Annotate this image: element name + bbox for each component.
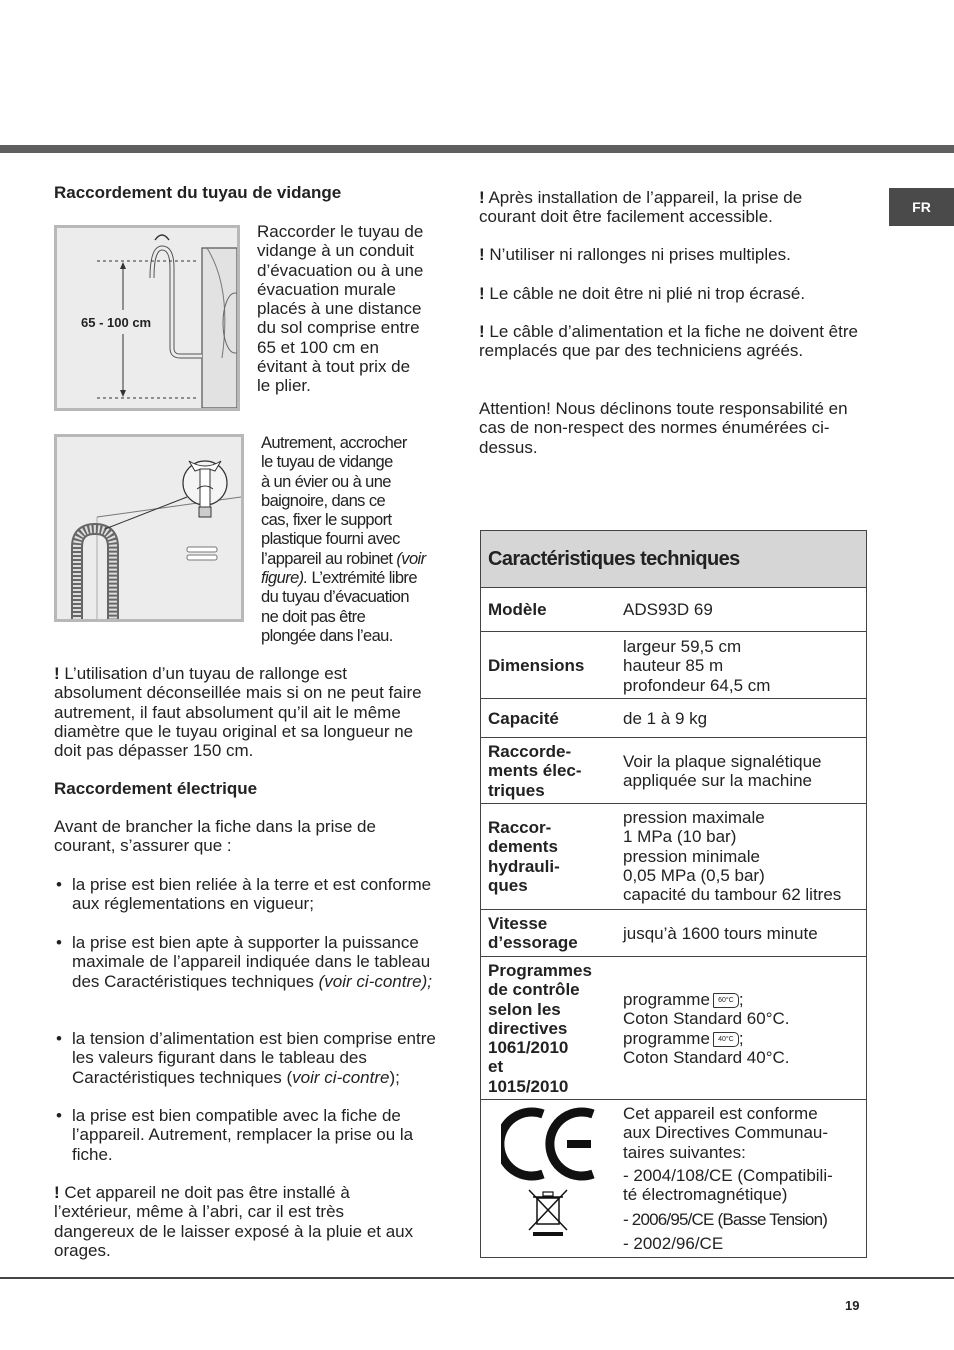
warning-no-extensions <box>479 245 859 264</box>
text-line: l’appareil au robinet <box>261 549 397 568</box>
text-italic: (voir ci-contre); <box>318 971 432 991</box>
row-label: Modèle <box>488 600 547 619</box>
text-line: évacuation murale <box>257 279 396 299</box>
figure-wall-drain <box>54 225 240 411</box>
text: la prise est bien apte à supporter la puissance maximale de l’appareil indiquée dans le tableau des Caractéristiques techniques <box>72 933 431 991</box>
list-item <box>54 875 444 914</box>
text-line: placés à une distance <box>257 299 422 319</box>
value-line: 1 MPa (10 bar) <box>623 827 737 847</box>
row-label: Capacité <box>488 709 559 728</box>
text-line: évitant à tout prix de <box>257 357 411 377</box>
value-line: hauteur 85 m <box>623 656 724 676</box>
table-row <box>481 910 866 957</box>
sink-instructions <box>261 434 451 646</box>
text: ); <box>389 1067 400 1087</box>
warning-text: Le câble ne doit être ni plié ni trop écrasé. <box>489 284 806 303</box>
value-line: appliquée sur la machine <box>623 771 813 791</box>
label-line: 1061/2010 <box>488 1038 569 1058</box>
spec-table-title: Caractéristiques techniques <box>481 531 866 588</box>
ce-mark-icon <box>501 1106 597 1236</box>
label-line: ques <box>488 875 528 895</box>
figure-sink-drain <box>54 434 244 622</box>
bullet-text: la prise est bien reliée à la terre et est conforme aux réglementations en vigueur; <box>72 875 432 914</box>
warning-accessible-plug <box>479 188 859 227</box>
value-line: largeur 59,5 cm <box>623 637 742 656</box>
bullet-text <box>72 933 444 991</box>
text-line: 65 et 100 cm en <box>257 337 379 357</box>
warning-mark: ! <box>479 284 485 303</box>
row-value <box>623 752 821 791</box>
label-line: ments élec- <box>488 761 582 781</box>
weee-bin-icon <box>529 1190 567 1236</box>
row-value: ADS93D 69 <box>623 600 713 619</box>
label-line: hydrauli- <box>488 856 560 876</box>
text-line: plongée dans l’eau. <box>261 626 393 645</box>
row-value: - 2002/96/CE <box>623 1234 724 1253</box>
footer-line <box>0 1277 954 1279</box>
value-line: 0,05 MPa (0,5 bar) <box>623 865 765 885</box>
bullet: • <box>56 1029 62 1048</box>
value-line: Cet appareil est conforme <box>623 1104 818 1123</box>
text-italic: (voir <box>396 549 426 568</box>
heading-drain-hose: Raccordement du tuyau de vidange <box>54 183 342 202</box>
row-label: Dimensions <box>488 656 585 675</box>
label-line: triques <box>488 780 545 800</box>
drain-instructions <box>257 222 447 396</box>
warning-mark: ! <box>54 1183 60 1202</box>
bullet: • <box>56 933 62 952</box>
value-text: ; <box>738 1028 744 1048</box>
label-line: d’essorage <box>488 933 578 953</box>
row-value <box>623 637 770 695</box>
table-row <box>481 588 866 632</box>
header-bar <box>0 145 954 153</box>
table-row <box>481 632 866 699</box>
extension-warning <box>54 664 434 760</box>
row-value <box>623 1166 833 1205</box>
value-line: té électromagnétique) <box>623 1185 788 1205</box>
text-line: d’évacuation ou à une <box>257 260 424 280</box>
label-line: selon les <box>488 999 561 1019</box>
text-italic: voir ci-contre <box>292 1067 390 1087</box>
table-row <box>481 1100 866 1257</box>
warning-mark: ! <box>479 245 485 264</box>
page-number: 19 <box>845 1298 860 1313</box>
figure-height-label: 65 - 100 cm <box>81 315 152 330</box>
bullet: • <box>56 1106 62 1125</box>
label-line: Raccor- <box>488 818 552 837</box>
value-line: - 2004/108/CE (Compatibili- <box>623 1166 833 1185</box>
label-line: 1015/2010 <box>488 1076 569 1096</box>
text-line: du tuyau d’évacuation <box>261 588 409 607</box>
row-value: jusqu’à 1600 tours minute <box>623 924 818 943</box>
spec-table <box>480 530 867 1258</box>
table-row <box>481 699 866 738</box>
row-value <box>623 808 841 904</box>
language-tab: FR <box>889 188 954 226</box>
table-row <box>481 804 866 910</box>
list-item <box>54 933 444 991</box>
table-row <box>481 957 866 1100</box>
warning-text: Le câble d’alimentation et la fiche ne doivent être remplacés que par des techniciens agréés. <box>479 322 858 361</box>
text-line: le tuyau de vidange <box>261 453 393 472</box>
text-line: du sol comprise entre <box>257 318 420 338</box>
value-line: pression maximale <box>623 808 765 827</box>
text-line: le plier. <box>257 376 311 396</box>
warning-text: Après installation de l’appareil, la prise de courant doit être facilement accessible. <box>479 188 803 227</box>
warning-text: L’utilisation d’un tuyau de rallonge est absolument déconseillée mais si on ne peut faire autrement, il faut absolument qu’il ait le même diamètre que le tuyau original et sa longueur ne doit pas dépasser 150 cm. <box>54 664 422 761</box>
text-line: vidange à un conduit <box>257 241 414 261</box>
text-line: plastique fourni avec <box>261 530 400 549</box>
text-line: ne doit pas être <box>261 607 366 626</box>
warning-text: Cet appareil ne doit pas être installé à l’extérieur, même à l’abri, car il est très dangereux de le laisser exposé à la pluie et aux orages. <box>54 1183 414 1260</box>
bullet-text: la prise est bien compatible avec la fiche de l’appareil. Autrement, remplacer la prise ou la fiche. <box>72 1106 414 1164</box>
heading-electrical: Raccordement électrique <box>54 779 258 798</box>
label-line: dements <box>488 837 558 857</box>
row-label <box>488 742 582 800</box>
program-40-icon: 40°C <box>713 1032 739 1047</box>
label-line: directives <box>488 1018 568 1038</box>
warning-technicians <box>479 322 864 361</box>
table-row <box>481 738 866 804</box>
list-item <box>54 1106 444 1164</box>
bullet: • <box>56 875 62 894</box>
value-line: profondeur 64,5 cm <box>623 675 771 695</box>
bullet-text <box>72 1029 444 1087</box>
text-italic: figure). <box>261 569 308 588</box>
warning-mark: ! <box>479 322 485 341</box>
label-line: Raccorde- <box>488 742 572 761</box>
text-line: cas, fixer le support <box>261 511 392 530</box>
value-line: Voir la plaque signalétique <box>623 752 822 771</box>
text: la tension d’alimentation est bien comprise entre les valeurs figurant dans le tableau des Caractéristiques techniques ( <box>72 1029 436 1087</box>
warning-cable-bent <box>479 284 859 303</box>
label-line: Vitesse <box>488 914 548 933</box>
label-line: de contrôle <box>488 980 580 1000</box>
value-line: pression minimale <box>623 846 760 866</box>
list-item <box>54 1029 444 1087</box>
text-line: L’extrémité libre <box>307 569 417 588</box>
liability-notice: Attention! Nous déclinons toute responsabilité en cas de non-respect des normes énumérées ci-dessus. <box>479 399 848 457</box>
value-line: Coton Standard 60°C. <box>623 1009 790 1029</box>
value-text: ; <box>738 990 744 1009</box>
outdoor-warning <box>54 1183 424 1260</box>
program-60-icon: 60°C <box>713 993 739 1008</box>
value-line: capacité du tambour 62 litres <box>623 885 842 905</box>
text-line: à un évier ou à une <box>261 472 391 491</box>
warning-text: N’utiliser ni rallonges ni prises multiples. <box>489 245 791 264</box>
warning-mark: ! <box>54 664 60 683</box>
row-label <box>488 914 578 953</box>
value-text: programme <box>623 990 710 1009</box>
text-line: Autrement, accrocher <box>261 434 407 452</box>
text-line: Raccorder le tuyau de <box>257 222 424 241</box>
value-text: programme <box>623 1028 710 1048</box>
row-value: - 2006/95/CE (Basse Tension) <box>623 1210 828 1229</box>
label-line: Programmes <box>488 961 592 980</box>
text-line: baignoire, dans ce <box>261 491 386 510</box>
before-plug-text: Avant de brancher la fiche dans la prise de courant, s’assurer que : <box>54 817 376 856</box>
row-value <box>623 990 790 1067</box>
row-value: de 1 à 9 kg <box>623 709 708 728</box>
value-line: aux Directives Communau- <box>623 1123 829 1143</box>
warning-mark: ! <box>479 188 485 207</box>
value-line: taires suivantes: <box>623 1142 746 1162</box>
label-line: et <box>488 1057 504 1077</box>
value-line: Coton Standard 40°C. <box>623 1047 790 1067</box>
row-label <box>488 818 560 895</box>
row-label <box>488 961 592 1096</box>
